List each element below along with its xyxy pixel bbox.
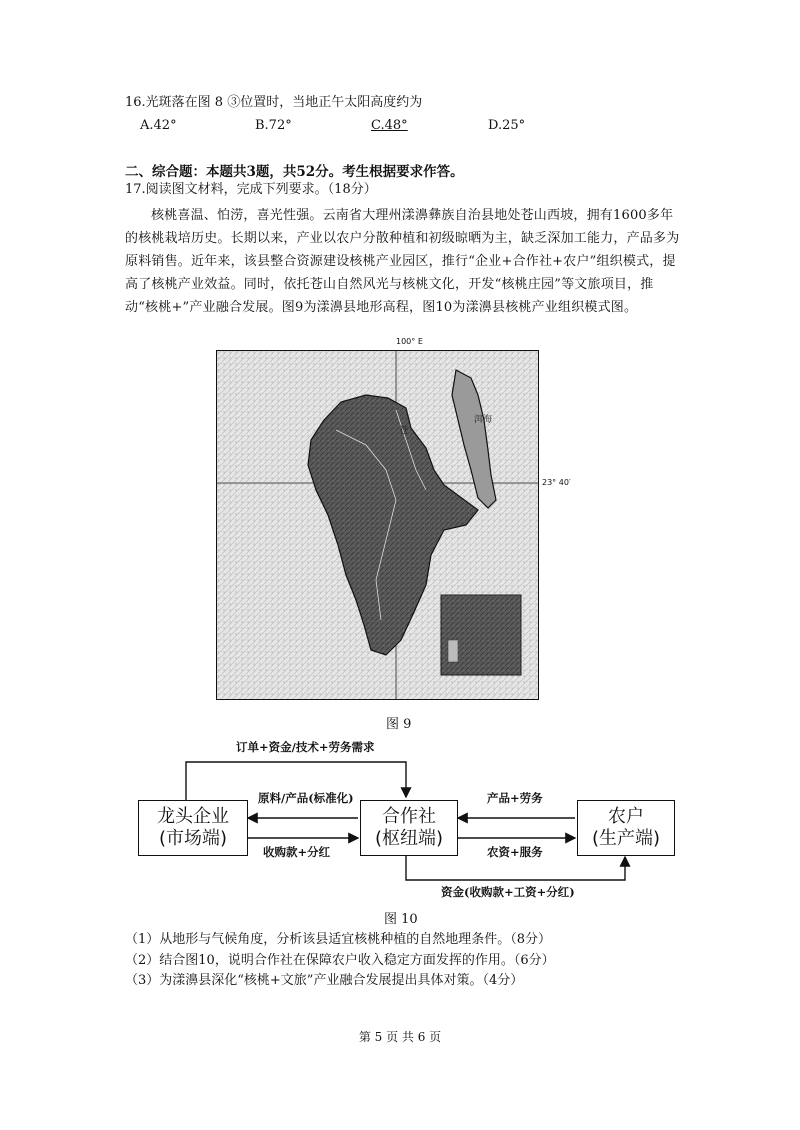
- section-heading: 二、综合题：本题共3题，共52分。考生根据要求作答。: [125, 164, 464, 180]
- mountain-label: 苍: [399, 426, 409, 436]
- lake-label: 洱海: [474, 415, 493, 425]
- box-cooperative: [360, 800, 458, 856]
- figure-10-caption: 图 10: [384, 912, 418, 927]
- box-leading-enterprise: [138, 800, 248, 856]
- q17-stem: 17.阅读图文材料，完成下列要求。（18分）: [125, 182, 377, 197]
- box-left-line2: (市场端): [158, 828, 228, 849]
- flow-label-bottom: 资金(收购款+工资+分红): [441, 885, 575, 899]
- flow-label-left-to-mid: 收购款+分红: [263, 845, 331, 859]
- flow-label-mid-to-left: 原料/产品(标准化): [258, 791, 354, 805]
- q17-sub3: （3）为漾濞县深化“核桃+文旅”产业融合发展提出具体对策。（4分）: [125, 973, 524, 988]
- q16-option-a: A.42°: [140, 118, 177, 133]
- box-mid-line2: (枢纽端): [374, 828, 444, 849]
- q17-sub2: （2）结合图10，说明合作社在保障农户收入稳定方面发挥的作用。（6分）: [125, 953, 555, 968]
- figure-9-caption: 图 9: [386, 717, 412, 732]
- flow-label-top: 订单+资金/技术+劳务需求: [236, 740, 375, 754]
- q16-option-b: B.72°: [255, 118, 292, 133]
- flow-label-right-to-mid: 产品+劳务: [487, 791, 543, 805]
- box-farmers: [577, 800, 675, 856]
- box-mid-line1: 合作社: [382, 806, 436, 827]
- q16-option-d: D.25°: [488, 118, 526, 133]
- page-footer: 第 5 页 共 6 页: [358, 1030, 442, 1044]
- longitude-label: 100° E: [396, 337, 423, 346]
- box-right-line2: (生产端): [591, 828, 661, 849]
- latitude-label: 23° 40′: [542, 478, 571, 487]
- q16-stem: 16.光斑落在图 8 ③位置时，当地正午太阳高度约为: [125, 95, 423, 110]
- box-left-line1: 龙头企业: [157, 806, 229, 827]
- flow-label-mid-to-right: 农资+服务: [487, 845, 543, 859]
- q17-sub1: （1）从地形与气候角度，分析该县适宜核桃种植的自然地理条件。（8分）: [125, 932, 552, 947]
- q17-material: 核桃喜温、怕涝，喜光性强。云南省大理州漾濞彝族自治县地处苍山西坡，拥有1600多年的核桃栽培历史。长期以来，产业以农户分散种植和初级晾晒为主，缺乏深加工能力，产品多为原料销售。近年来，该县整合资源建设核桃产业园区，推行“企业+合作社+农户”组织模式，提高了核桃产业效益。同时，依托苍山自然风光与核桃文化，开发“核桃庄园”等文旅项目，推动“核桃+”产业融合发展。图9为漾濞县地形高程，图10为漾濞县核桃产业组织模式图。: [125, 208, 680, 315]
- box-right-line1: 农户: [608, 806, 644, 827]
- q16-option-c: C.48°: [371, 118, 408, 133]
